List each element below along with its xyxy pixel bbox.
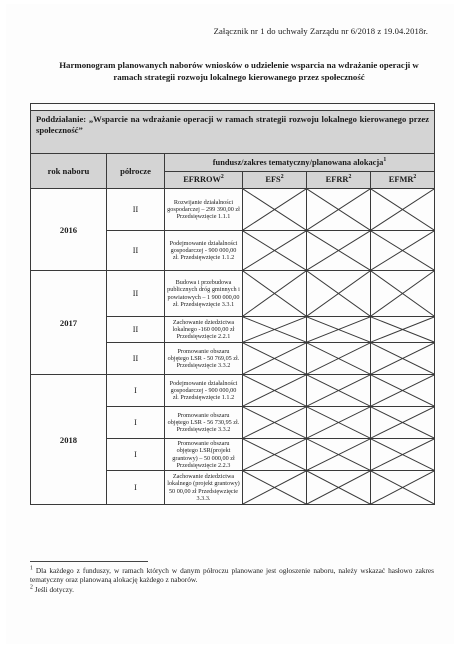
not-applicable-cell bbox=[307, 231, 371, 271]
not-applicable-cell bbox=[371, 189, 435, 231]
footnote-ref: 2 bbox=[348, 174, 352, 181]
footnote-1 bbox=[30, 566, 434, 585]
cross-mark bbox=[307, 439, 370, 470]
cross-mark bbox=[371, 189, 434, 230]
not-applicable-cell bbox=[243, 471, 307, 505]
half-cell: I bbox=[107, 375, 165, 407]
cross-mark bbox=[243, 407, 306, 438]
attachment-header: Załącznik nr 1 do uchwały Zarządu nr 6/2018 z 19.04.2018r. bbox=[213, 26, 428, 36]
not-applicable-cell bbox=[243, 317, 307, 343]
header-funds bbox=[165, 154, 435, 172]
cross-mark bbox=[243, 471, 306, 504]
document-title: Harmonogram planowanych naborów wniosków o udzielenie wsparcia na wdrażanie operacji w ramach strategii rozwoju lokalnego kierowanego przez społeczność bbox=[59, 60, 419, 82]
subaction-row bbox=[31, 111, 435, 154]
cross-mark bbox=[307, 343, 370, 374]
not-applicable-cell bbox=[371, 271, 435, 317]
cross-mark bbox=[371, 231, 434, 270]
not-applicable-cell bbox=[371, 375, 435, 407]
half-cell: I bbox=[107, 407, 165, 439]
not-applicable-cell bbox=[243, 407, 307, 439]
cross-mark bbox=[307, 231, 370, 270]
cross-mark bbox=[243, 343, 306, 374]
cross-mark bbox=[371, 471, 434, 504]
table-row bbox=[31, 271, 435, 317]
not-applicable-cell bbox=[243, 343, 307, 375]
table-top-band bbox=[31, 104, 435, 111]
header-fund-efrrow bbox=[165, 171, 243, 189]
allocation-cell: Zachowanie dziedzictwa lokalnego -160 000,00 zł Przedsięwzięcie 2.2.1 bbox=[165, 317, 243, 343]
header-year: rok naboru bbox=[31, 154, 107, 189]
footnote-text: Dla każdego z funduszy, w ramach których w danym półroczu planowane jest ogłoszenie naboru, należy wskazać hasłowo zakres tematyczny oraz planowaną alokację każdego z naborów. bbox=[30, 566, 435, 585]
header-funds-label: fundusz/zakres tematyczny/planowana alokacja bbox=[212, 157, 384, 167]
cross-mark bbox=[307, 271, 370, 316]
not-applicable-cell bbox=[307, 375, 371, 407]
allocation-cell: Budowa i przebudowa publicznych dróg gminnych i powiatowych – 1 900 000,00 zł. Przedsięwzięcie 3.3.1 bbox=[165, 271, 243, 317]
not-applicable-cell bbox=[243, 375, 307, 407]
not-applicable-cell bbox=[243, 271, 307, 317]
cross-mark bbox=[371, 271, 434, 316]
cross-mark bbox=[307, 471, 370, 504]
subaction-label: Poddziałanie: „Wsparcie na wdrażanie operacji w ramach strategii rozwoju lokalnego kierowanego przez społeczność” bbox=[31, 111, 435, 154]
cross-mark bbox=[243, 271, 306, 316]
not-applicable-cell bbox=[243, 189, 307, 231]
footnote-text: Jeśli dotyczy. bbox=[34, 585, 74, 594]
half-cell: II bbox=[107, 231, 165, 271]
year-cell: 2016 bbox=[31, 189, 107, 271]
allocation-cell: Promowanie obszaru objętego LSR(projekt grantowy) – 50 000,00 zł Przedsięwzięcie 2.2.3 bbox=[165, 439, 243, 471]
cross-mark bbox=[371, 439, 434, 470]
cross-mark bbox=[243, 189, 306, 230]
allocation-cell: Zachowanie dziedzictwa lokalnego (projekt grantowy) 50 00,00 zł Przedsięwzięcie 3.3.3. bbox=[165, 471, 243, 505]
footnote-ref: 2 bbox=[413, 174, 417, 181]
cross-mark bbox=[243, 317, 306, 342]
header-half: półrocze bbox=[107, 154, 165, 189]
not-applicable-cell bbox=[307, 317, 371, 343]
not-applicable-cell bbox=[307, 471, 371, 505]
allocation-cell: Podejmowanie działalności gospodarczej - 900 000,00 zł. Przedsięwzięcie 1.1.2 bbox=[165, 375, 243, 407]
half-cell: II bbox=[107, 343, 165, 375]
not-applicable-cell bbox=[371, 343, 435, 375]
not-applicable-cell bbox=[243, 439, 307, 471]
allocation-cell: Promowanie obszaru objętego LSR - 50 769,05 zł. Przedsięwzięcie 3.3.2 bbox=[165, 343, 243, 375]
allocation-cell: Promowanie obszaru objętego LSR - 56 730,95 zł. Przedsięwzięcie 3.3.2 bbox=[165, 407, 243, 439]
cross-mark bbox=[307, 317, 370, 342]
allocation-cell: Podejmowanie działalności gospodarczej - 900 000,00 zł. Przedsięwzięcie 1.1.2 bbox=[165, 231, 243, 271]
footnote-mark: 1 bbox=[30, 565, 33, 572]
half-cell: II bbox=[107, 317, 165, 343]
cross-mark bbox=[371, 317, 434, 342]
not-applicable-cell bbox=[371, 231, 435, 271]
header-fund-efmr bbox=[371, 171, 435, 189]
header-fund-efrr bbox=[307, 171, 371, 189]
header-row bbox=[31, 154, 435, 172]
footnote-separator bbox=[30, 561, 148, 562]
half-cell: II bbox=[107, 189, 165, 231]
year-cell: 2017 bbox=[31, 271, 107, 375]
table-row bbox=[31, 189, 435, 231]
cross-mark bbox=[307, 407, 370, 438]
not-applicable-cell bbox=[307, 271, 371, 317]
not-applicable-cell bbox=[307, 189, 371, 231]
not-applicable-cell bbox=[307, 343, 371, 375]
footnote-ref: 2 bbox=[220, 174, 224, 181]
cross-mark bbox=[371, 343, 434, 374]
footnote-mark: 2 bbox=[30, 584, 33, 591]
year-cell: 2018 bbox=[31, 375, 107, 505]
fund-name: EFMR bbox=[388, 175, 414, 185]
fund-name: EFS bbox=[265, 175, 281, 185]
footnote-ref: 1 bbox=[383, 156, 387, 163]
fund-name: EFRR bbox=[325, 175, 349, 185]
allocation-cell: Rozwijanie działalności gospodarczej – 299 390,00 zł Przedsięwzięcie 1.1.1 bbox=[165, 189, 243, 231]
cross-mark bbox=[307, 189, 370, 230]
not-applicable-cell bbox=[307, 439, 371, 471]
footnote-2 bbox=[30, 585, 74, 594]
not-applicable-cell bbox=[371, 317, 435, 343]
cross-mark bbox=[307, 375, 370, 406]
half-cell: I bbox=[107, 439, 165, 471]
table-row bbox=[31, 375, 435, 407]
not-applicable-cell bbox=[371, 407, 435, 439]
header-fund-efs bbox=[243, 171, 307, 189]
not-applicable-cell bbox=[243, 231, 307, 271]
not-applicable-cell bbox=[371, 471, 435, 505]
schedule-table bbox=[30, 103, 435, 505]
cross-mark bbox=[243, 375, 306, 406]
footnote-ref: 2 bbox=[280, 174, 284, 181]
cross-mark bbox=[243, 439, 306, 470]
cross-mark bbox=[371, 407, 434, 438]
fund-name: EFRROW bbox=[183, 175, 221, 185]
cross-mark bbox=[371, 375, 434, 406]
half-cell: II bbox=[107, 271, 165, 317]
not-applicable-cell bbox=[307, 407, 371, 439]
cross-mark bbox=[243, 231, 306, 270]
half-cell: I bbox=[107, 471, 165, 505]
not-applicable-cell bbox=[371, 439, 435, 471]
